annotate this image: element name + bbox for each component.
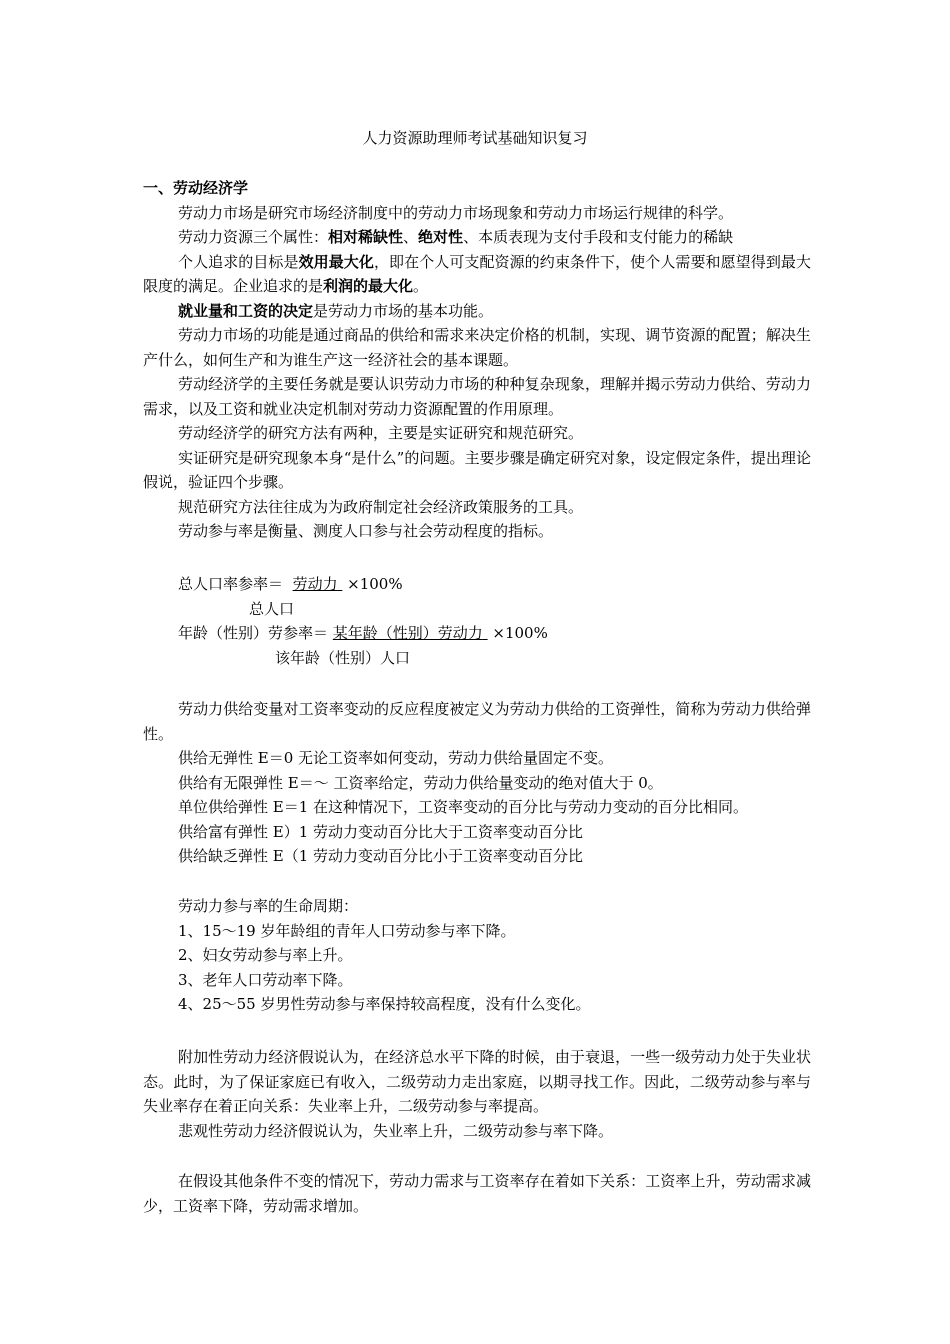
lifecycle-item: 2、妇女劳动参与率上升。 [178,946,353,964]
section-elasticity [143,697,811,869]
section-heading-text: 一、劳动经济学 [143,179,249,197]
paragraph-goals [143,250,811,299]
paragraph-basic-function [143,299,811,324]
paragraph-methods: 劳动经济学的研究方法有两种，主要是实证研究和规范研究。 [178,424,584,442]
paragraph-participation-rate: 劳动参与率是衡量、测度人口参与社会劳动程度的指标。 [178,522,554,540]
formula-numerator [293,575,343,593]
text-run: 个人追求的目标是 [178,252,299,271]
paragraph-labor-demand: 在假设其他条件不变的情况下，劳动力需求与工资率存在着如下关系：工资率上升，劳动需求减少，工资率下降，劳动需求增加。 [143,1172,811,1215]
section-demand [143,1169,811,1218]
text-run: 。 [413,277,429,295]
paragraph-labor-market: 劳动力市场是研究市场经济制度中的劳动力市场现象和劳动力市场运行规律的科学。 [178,203,734,222]
elasticity-item: 供给无弹性 E＝0 无论工资率如何变动，劳动力供给量固定不变。 [178,749,614,767]
text-run: 、本质表现为支付手段和支付能力的稀缺 [463,228,734,246]
elasticity-item: 供给富有弹性 E）1 劳动力变动百分比大于工资率变动百分比 [178,822,584,841]
text-run: 劳动力资源三个属性： [178,228,329,246]
lifecycle-item: 4、25～55 岁男性劳动参与率保持较高程度，没有什么变化。 [178,995,591,1013]
paragraph-market-function: 劳动力市场的功能是通过商品的供给和需求来决定价格的机制，实现、调节资源的配置；解决生产什么，如何生产和为谁生产这一经济社会的基本课题。 [143,326,811,369]
formula-label: 年龄（性别）劳参率＝ [178,624,329,642]
bold-run: 利润的最大化 [323,277,414,295]
formula-numerator [333,624,488,642]
elasticity-item: 单位供给弹性 E＝1 在这种情况下，工资率变动的百分比与劳动力变动的百分比相同。 [178,798,749,816]
document-title: 人力资源助理师考试基础知识复习 [362,129,588,147]
text-run: 是劳动力市场的基本功能。 [313,301,494,320]
section-heading [143,176,811,201]
paragraph-discouraged-worker: 悲观性劳动力经济假说认为，失业率上升，二级劳动参与率下降。 [178,1121,614,1140]
formula-times: ×100% [347,575,403,593]
paragraph-normative-research: 规范研究方法往往成为为政府制定社会经济政策服务的工具。 [178,497,584,516]
formula-times: ×100% [492,624,548,642]
lifecycle-item: 1、15～19 岁年龄组的青年人口劳动参与率下降。 [178,921,516,940]
section-hypothesis [143,1045,811,1143]
paragraph-additional-worker: 附加性劳动力经济假说认为，在经济总水平下降的时候，由于衰退，一些一级劳动力处于失业状态。此时，为了保证家庭已有收入，二级劳动力走出家庭，以期寻找工作。因此，二级劳动参与率与失业率存在着正向关系：失业率上升，二级劳动参与率提高。 [143,1048,811,1115]
paragraph-resource-attributes [143,225,811,250]
formula-denominator: 总人口 [249,600,295,618]
bold-run: 就业量和工资的决定 [178,301,314,320]
text-run: 、 [403,228,419,246]
bold-run: 效用最大化 [298,252,374,271]
lifecycle-item: 3、老年人口劳动率下降。 [178,970,353,989]
formula-total-participation [178,572,403,596]
lifecycle-heading: 劳动力参与率的生命周期： [178,897,359,915]
paragraph-main-task: 劳动经济学的主要任务就是要认识劳动力市场的种种复杂现象，理解并揭示劳动力供给、劳动力需求，以及工资和就业决定机制对劳动力资源配置的作用原理。 [143,375,811,418]
bold-run: 相对稀缺性 [328,228,404,246]
section-lifecycle [143,894,811,1017]
paragraph-supply-elasticity: 劳动力供给变量对工资率变动的反应程度被定义为劳动力供给的工资弹性，简称为劳动力供给弹性。 [143,700,811,743]
text-run: ，即在个人可支配资源的约束条件下，使个人需要和愿望得到最大限度的满足。企业追求的是 [143,252,811,295]
elasticity-item: 供给缺乏弹性 E（1 劳动力变动百分比小于工资率变动百分比 [178,847,584,865]
formula-age-participation [178,621,548,645]
numerator-text: 某年龄（性别）劳动力 [332,624,483,642]
formula-denominator: 该年龄（性别）人口 [275,649,411,667]
bold-run: 绝对性 [418,228,464,246]
section-labor-economics [143,176,811,544]
paragraph-positive-research: 实证研究是研究现象本身“是什么”的问题。主要步骤是确定研究对象，设定假定条件，提出理论假说，验证四个步骤。 [143,448,811,491]
formula-label: 总人口率参率＝ [178,575,284,593]
numerator-text: 劳动力 [292,575,338,593]
elasticity-item: 供给有无限弹性 E＝～ 工资率给定，劳动力供给量变动的绝对值大于 0。 [178,773,663,792]
